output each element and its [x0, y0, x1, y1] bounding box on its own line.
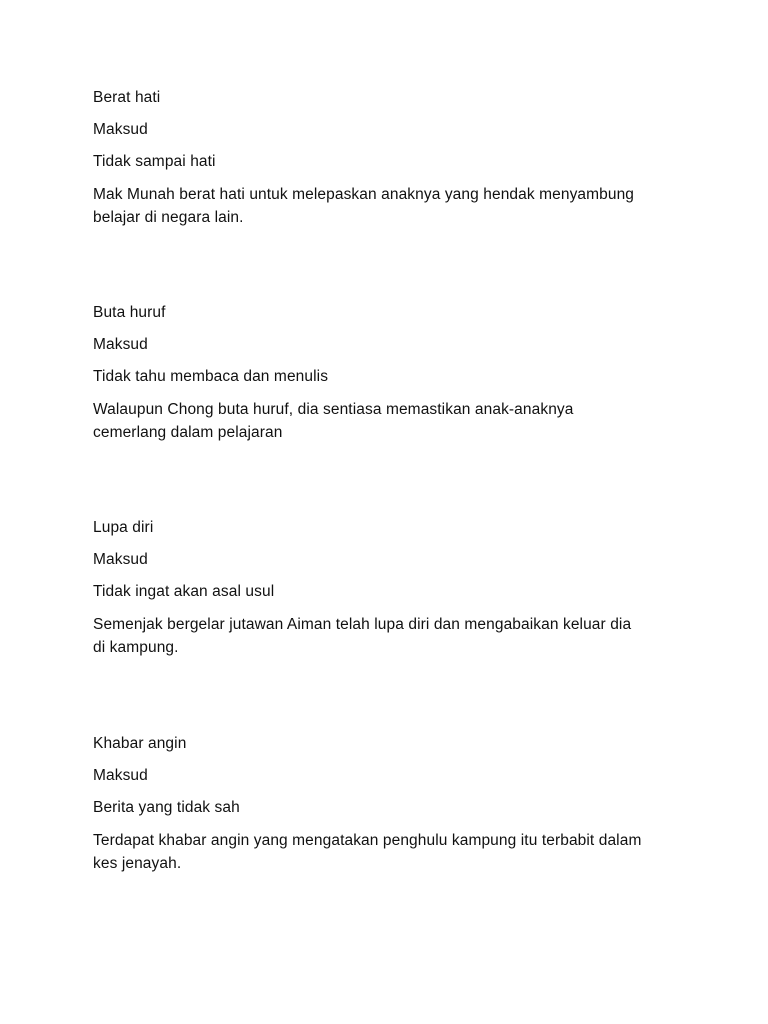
idiom-term: Lupa diri — [93, 519, 154, 536]
example-sentence-line-1: Terdapat khabar angin yang mengatakan penghulu kampung itu terbabit dalam — [93, 832, 642, 849]
meaning-label: Maksud — [93, 121, 148, 138]
example-sentence-line-1: Walaupun Chong buta huruf, dia sentiasa memastikan anak-anaknya — [93, 401, 574, 418]
example-sentence-line-2: cemerlang dalam pelajaran — [93, 424, 283, 441]
meaning-label: Maksud — [93, 551, 148, 568]
idiom-meaning: Tidak sampai hati — [93, 153, 216, 170]
idiom-meaning: Tidak tahu membaca dan menulis — [93, 368, 329, 385]
idiom-term: Buta huruf — [93, 304, 166, 321]
idiom-term: Khabar angin — [93, 735, 187, 752]
meaning-label: Maksud — [93, 336, 148, 353]
idiom-entry — [93, 733, 693, 875]
meaning-label: Maksud — [93, 767, 148, 784]
idiom-entry — [93, 302, 693, 444]
example-sentence-line-2: kes jenayah. — [93, 855, 182, 872]
idiom-term: Berat hati — [93, 89, 161, 106]
idiom-entry — [93, 517, 693, 659]
idiom-meaning: Tidak ingat akan asal usul — [93, 583, 275, 600]
idiom-meaning: Berita yang tidak sah — [93, 799, 240, 816]
example-sentence-line-1: Mak Munah berat hati untuk melepaskan anaknya yang hendak menyambung — [93, 186, 635, 203]
example-sentence-line-1: Semenjak bergelar jutawan Aiman telah lupa diri dan mengabaikan keluar dia — [93, 616, 632, 633]
idiom-entry — [93, 87, 693, 229]
example-sentence-line-2: di kampung. — [93, 639, 179, 656]
example-sentence-line-2: belajar di negara lain. — [93, 209, 244, 226]
